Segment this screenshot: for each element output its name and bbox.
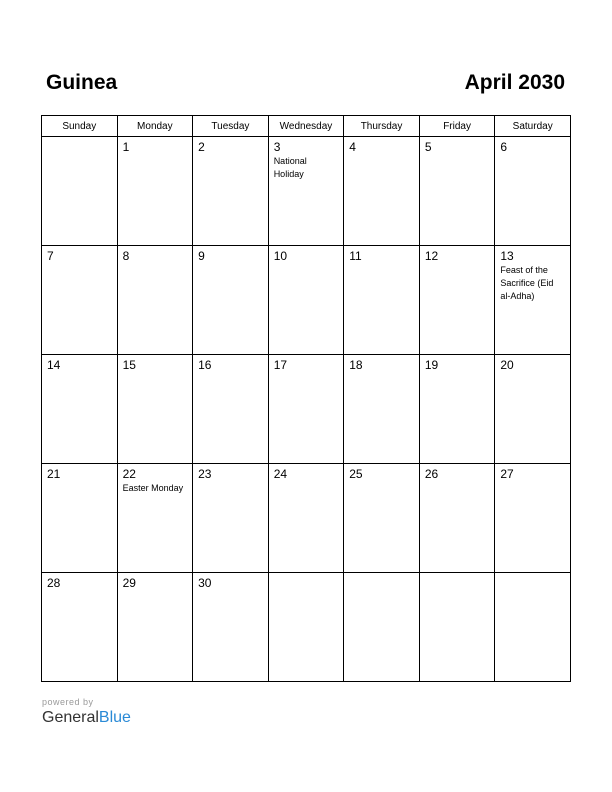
day-cell bbox=[419, 355, 495, 464]
week-row bbox=[42, 464, 571, 573]
day-cell bbox=[344, 464, 420, 573]
day-number: 21 bbox=[47, 467, 61, 481]
weekday-friday: Friday bbox=[419, 116, 495, 137]
day-number: 27 bbox=[500, 467, 514, 481]
day-cell bbox=[495, 137, 571, 246]
day-number: 15 bbox=[122, 358, 136, 372]
holiday-label: Easter Monday bbox=[122, 483, 184, 493]
day-cell bbox=[268, 464, 344, 573]
day-cell bbox=[344, 355, 420, 464]
powered-by-label: powered by bbox=[42, 697, 94, 707]
day-cell bbox=[193, 246, 269, 355]
weekday-tuesday: Tuesday bbox=[193, 116, 269, 137]
day-cell bbox=[193, 137, 269, 246]
day-number: 18 bbox=[349, 358, 363, 372]
day-number: 9 bbox=[198, 249, 205, 263]
day-cell bbox=[495, 246, 571, 355]
day-number: 5 bbox=[424, 140, 432, 154]
day-cell bbox=[117, 464, 193, 573]
weekday-header-row bbox=[42, 116, 571, 137]
day-cell bbox=[117, 246, 193, 355]
day-number: 6 bbox=[500, 140, 508, 154]
day-cell bbox=[495, 573, 571, 682]
day-cell bbox=[495, 355, 571, 464]
day-cell bbox=[344, 246, 420, 355]
day-number: 26 bbox=[424, 467, 439, 481]
day-number: 29 bbox=[122, 576, 136, 590]
week-row bbox=[42, 137, 571, 246]
day-number: 3 bbox=[273, 140, 281, 154]
brand-general: General bbox=[42, 709, 99, 726]
day-cell bbox=[268, 573, 344, 682]
day-number: 17 bbox=[273, 358, 288, 372]
month-year-title: April 2030 bbox=[464, 71, 565, 94]
country-title: Guinea bbox=[46, 71, 118, 94]
day-number: 22 bbox=[122, 467, 136, 481]
day-cell bbox=[268, 246, 344, 355]
day-cell bbox=[419, 137, 495, 246]
day-number: 24 bbox=[273, 467, 288, 481]
day-number: 20 bbox=[500, 358, 514, 372]
day-number: 14 bbox=[47, 358, 61, 372]
week-row bbox=[42, 246, 571, 355]
day-cell bbox=[419, 246, 495, 355]
generalblue-logo[interactable] bbox=[42, 709, 131, 727]
day-number: 8 bbox=[122, 249, 130, 263]
day-number: 30 bbox=[198, 576, 212, 590]
day-number: 19 bbox=[424, 358, 439, 372]
day-cell bbox=[117, 137, 193, 246]
day-cell bbox=[42, 137, 118, 246]
day-number: 28 bbox=[47, 576, 61, 590]
day-cell bbox=[117, 573, 193, 682]
weekday-thursday: Thursday bbox=[344, 116, 420, 137]
footer-branding bbox=[42, 696, 131, 727]
calendar-grid bbox=[41, 115, 571, 682]
day-number: 25 bbox=[349, 467, 363, 481]
day-number: 4 bbox=[349, 140, 356, 154]
holiday-label: National Holiday bbox=[273, 156, 307, 179]
day-number: 23 bbox=[198, 467, 212, 481]
weekday-monday: Monday bbox=[117, 116, 193, 137]
day-cell bbox=[268, 355, 344, 464]
day-cell bbox=[42, 246, 118, 355]
holiday-label: Feast of the Sacrifice (Eid al-Adha) bbox=[500, 265, 554, 301]
day-number: 11 bbox=[349, 249, 362, 263]
weekday-saturday: Saturday bbox=[495, 116, 571, 137]
day-cell bbox=[193, 464, 269, 573]
day-number: 13 bbox=[500, 249, 514, 263]
day-number: 2 bbox=[198, 140, 205, 154]
day-cell bbox=[193, 573, 269, 682]
day-cell bbox=[42, 573, 118, 682]
day-cell bbox=[42, 355, 118, 464]
weekday-sunday: Sunday bbox=[42, 116, 118, 137]
day-cell bbox=[344, 573, 420, 682]
day-cell bbox=[193, 355, 269, 464]
day-cell bbox=[419, 464, 495, 573]
day-number: 10 bbox=[273, 249, 288, 263]
day-cell bbox=[344, 137, 420, 246]
day-cell bbox=[419, 573, 495, 682]
day-cell bbox=[268, 137, 344, 246]
day-cell bbox=[42, 464, 118, 573]
week-row bbox=[42, 573, 571, 682]
week-row bbox=[42, 355, 571, 464]
weekday-wednesday: Wednesday bbox=[268, 116, 344, 137]
day-cell bbox=[495, 464, 571, 573]
day-number: 1 bbox=[122, 140, 130, 154]
brand-blue: Blue bbox=[98, 709, 131, 726]
day-number: 7 bbox=[47, 249, 54, 263]
day-number: 12 bbox=[424, 249, 439, 263]
day-number: 16 bbox=[198, 358, 212, 372]
day-cell bbox=[117, 355, 193, 464]
